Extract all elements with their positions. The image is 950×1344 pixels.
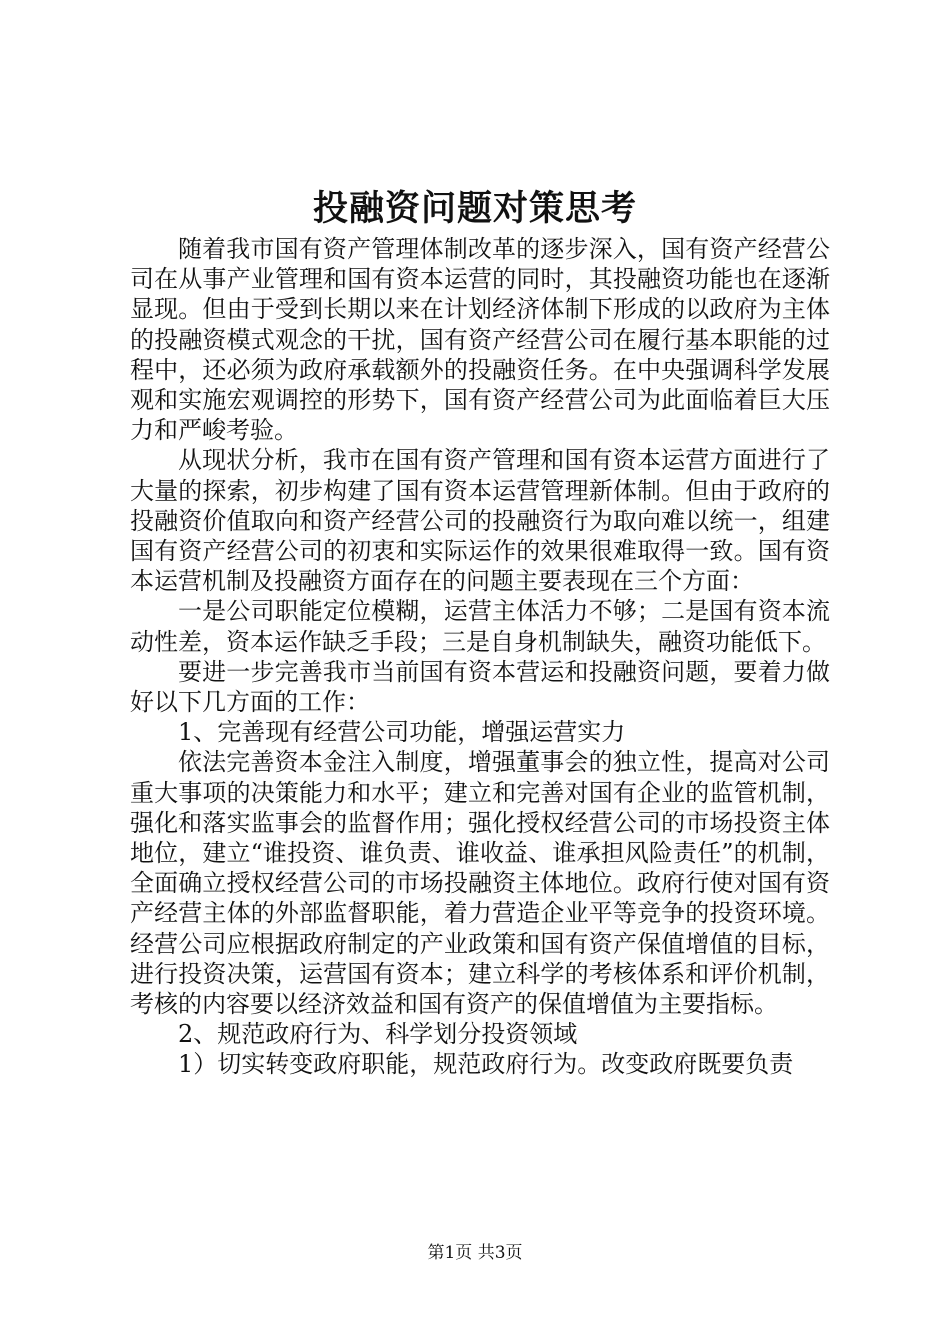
- page-footer: 第1页 共3页: [427, 1243, 523, 1263]
- section-heading-1: 1、完善现有经营公司功能，增强运营实力: [178, 718, 626, 747]
- paragraph-tasks: 要进一步完善我市当前国有资本营运和投融资问题，要着力做好以下几方面的工作：: [130, 657, 830, 717]
- paragraph-problems: 一是公司职能定位模糊，运营主体活力不够；二是国有资本流动性差，资本运作缺乏手段；三是自身机制缺失，融资功能低下。: [130, 597, 830, 656]
- document-title: 投融资问题对策思考: [312, 188, 637, 229]
- paragraph-section-2-item-1: 1）切实转变政府职能，规范政府行为。改变政府既要负责: [178, 1050, 794, 1079]
- paragraph-intro: 随着我市国有资产管理体制改革的逐步深入，国有资产经营公司在从事产业管理和国有资本运营的同时，其投融资功能也在逐渐显现。但由于受到长期以来在计划经济体制下形成的以政府为主体的投融资模式观念的干扰，国有资产经营公司在履行基本职能的过程中，还必须为政府承载额外的投融资任务。在中央强调科学发展观和实施宏观调控的形势下，国有资产经营公司为此面临着巨大压力和严峻考验。: [130, 235, 830, 445]
- paragraph-section-1: 依法完善资本金注入制度，增强董事会的独立性，提高对公司重大事项的决策能力和水平；建立和完善对国有企业的监管机制，强化和落实监事会的监督作用；强化授权经营公司的市场投资主体地位，建立“谁投资、谁负责、谁收益、谁承担风险责任”的机制，全面确立授权经营公司的市场投融资主体地位。政府行使对国有资产经营主体的外部监督职能，着力营造企业平等竞争的投资环境。经营公司应根据政府制定的产业政策和国有资产保值增值的目标，进行投资决策，运营国有资本；建立科学的考核体系和评价机制，考核的内容要以经济效益和国有资产的保值增值为主要指标。: [130, 748, 830, 1019]
- document-body: [130, 234, 830, 1080]
- section-heading-2: 2、规范政府行为、科学划分投资领域: [178, 1020, 578, 1049]
- paragraph-status-analysis: 从现状分析，我市在国有资产管理和国有资本运营方面进行了大量的探索，初步构建了国有资本运营管理新体制。但由于政府的投融资价值取向和资产经营公司的投融资行为取向难以统一，组建国有资产经营公司的初衷和实际运作的效果很难取得一致。国有资本运营机制及投融资方面存在的问题主要表现在三个方面：: [130, 446, 830, 596]
